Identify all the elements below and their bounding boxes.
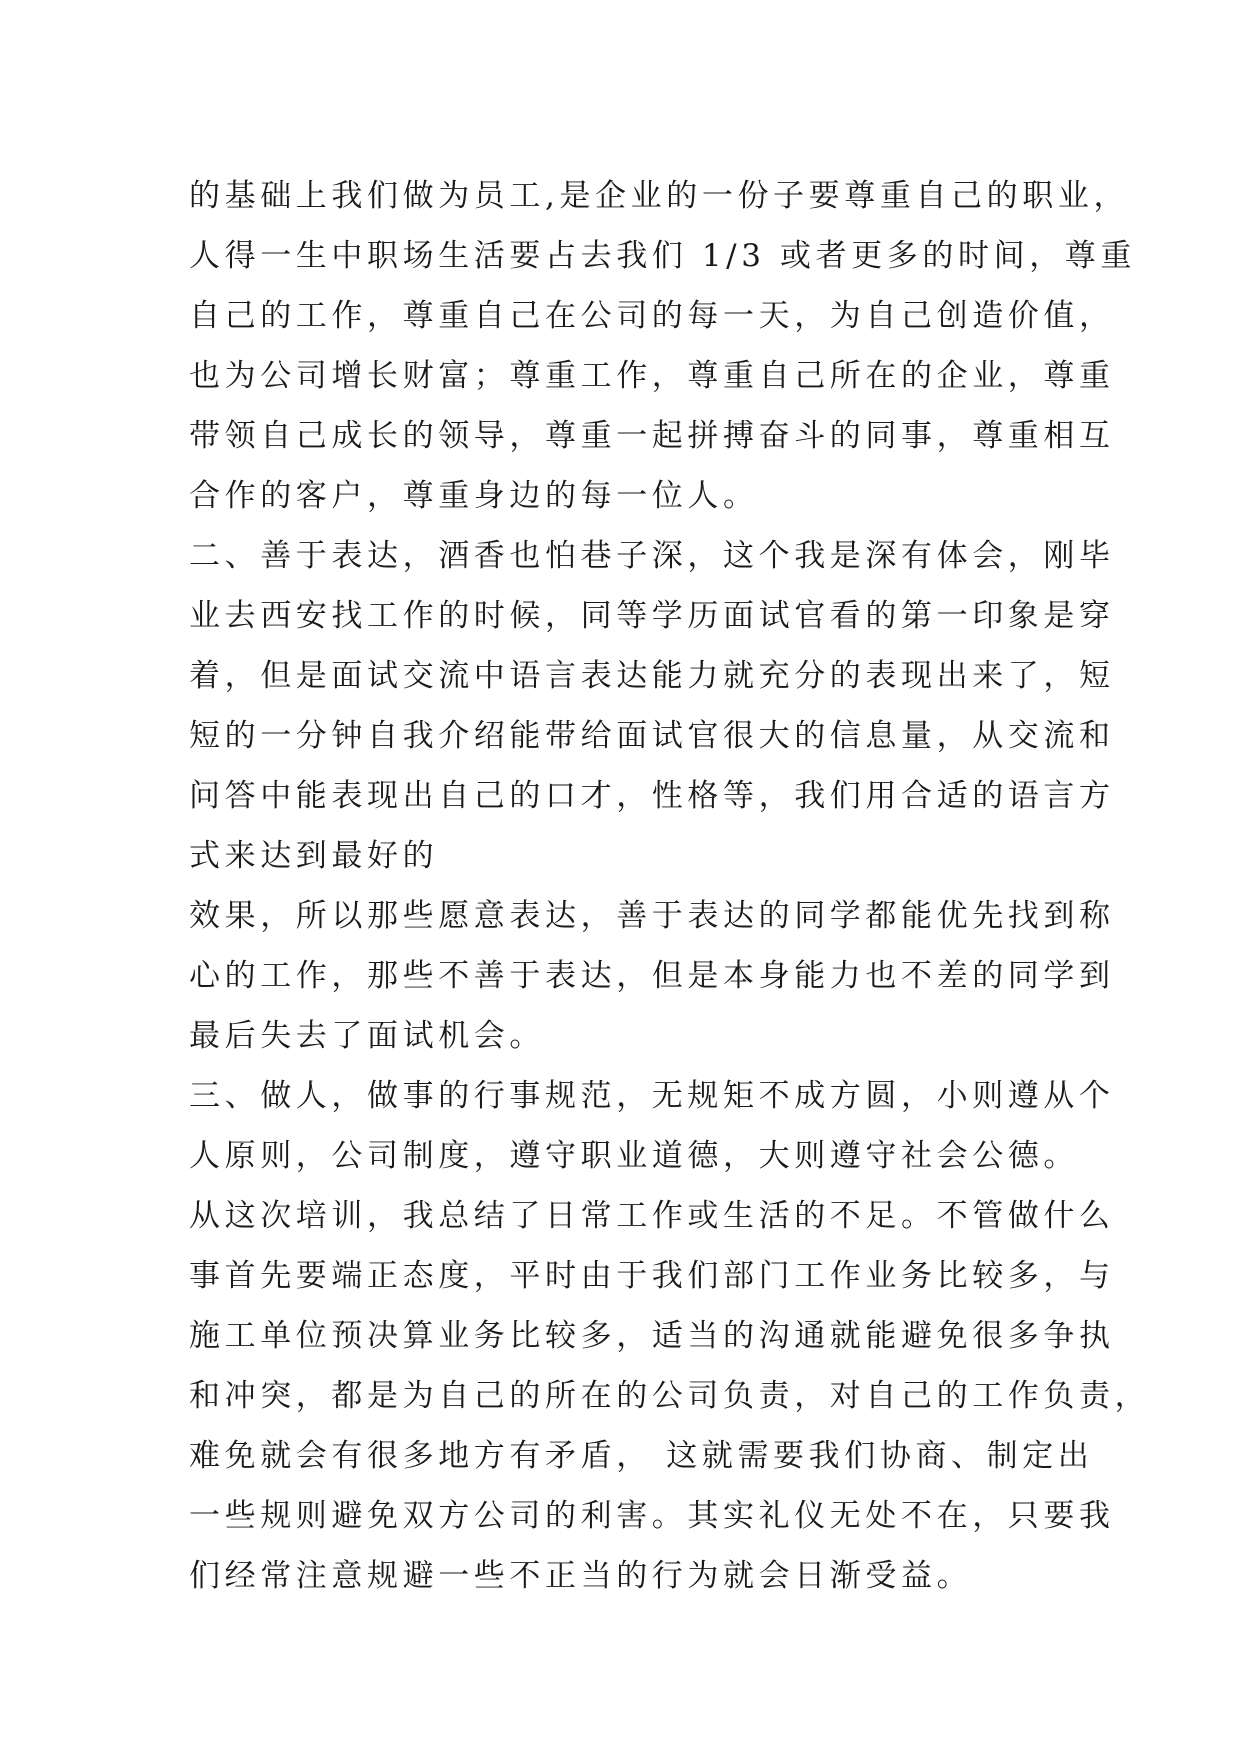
text-line: 心的工作，那些不善于表达，但是本身能力也不差的同学到 — [189, 958, 1115, 994]
text-line: 们经常注意规避一些不正当的行为就会日渐受益。 — [189, 1558, 973, 1594]
text-line: 的基础上我们做为员工,是企业的一份子要尊重自己的职业， — [189, 178, 1130, 214]
text-line: 人原则，公司制度，遵守职业道德，大则遵守社会公德。 — [189, 1138, 1079, 1174]
section-heading-line: 二、善于表达，酒香也怕巷子深，这个我是深有体会，刚毕 — [189, 538, 1115, 574]
text-line: 也为公司增长财富；尊重工作，尊重自己所在的企业，尊重 — [189, 358, 1115, 394]
text-line: 问答中能表现出自己的口才，性格等，我们用合适的语言方 — [189, 778, 1115, 814]
text-line: 合作的客户，尊重身边的每一位人。 — [189, 478, 759, 514]
text-line: 一些规则避免双方公司的利害。其实礼仪无处不在，只要我 — [189, 1498, 1115, 1534]
text-line: 最后失去了面试机会。 — [189, 1018, 545, 1054]
text-line: 难免就会有很多地方有矛盾， 这就需要我们协商、制定出 — [189, 1438, 1094, 1474]
text-line: 人得一生中职场生活要占去我们 1/3 或者更多的时间，尊重 — [189, 238, 1136, 274]
text-line: 式来达到最好的 — [189, 838, 439, 874]
section-heading-line: 三、做人，做事的行事规范，无规矩不成方圆，小则遵从个 — [189, 1078, 1115, 1114]
document-body — [189, 166, 1151, 1606]
text-line: 短的一分钟自我介绍能带给面试官很大的信息量，从交流和 — [189, 718, 1115, 754]
text-line: 事首先要端正态度，平时由于我们部门工作业务比较多，与 — [189, 1258, 1115, 1294]
text-line: 和冲突，都是为自己的所在的公司负责，对自己的工作负责， — [189, 1378, 1151, 1414]
text-line: 带领自己成长的领导，尊重一起拼搏奋斗的同事，尊重相互 — [189, 418, 1115, 454]
text-line: 业去西安找工作的时候，同等学历面试官看的第一印象是穿 — [189, 598, 1115, 634]
text-line: 自己的工作，尊重自己在公司的每一天，为自己创造价值， — [189, 298, 1115, 334]
text-line: 从这次培训，我总结了日常工作或生活的不足。不管做什么 — [189, 1198, 1115, 1234]
text-line: 效果，所以那些愿意表达，善于表达的同学都能优先找到称 — [189, 898, 1115, 934]
text-line: 着，但是面试交流中语言表达能力就充分的表现出来了，短 — [189, 658, 1115, 694]
text-line: 施工单位预决算业务比较多，适当的沟通就能避免很多争执 — [189, 1318, 1115, 1354]
